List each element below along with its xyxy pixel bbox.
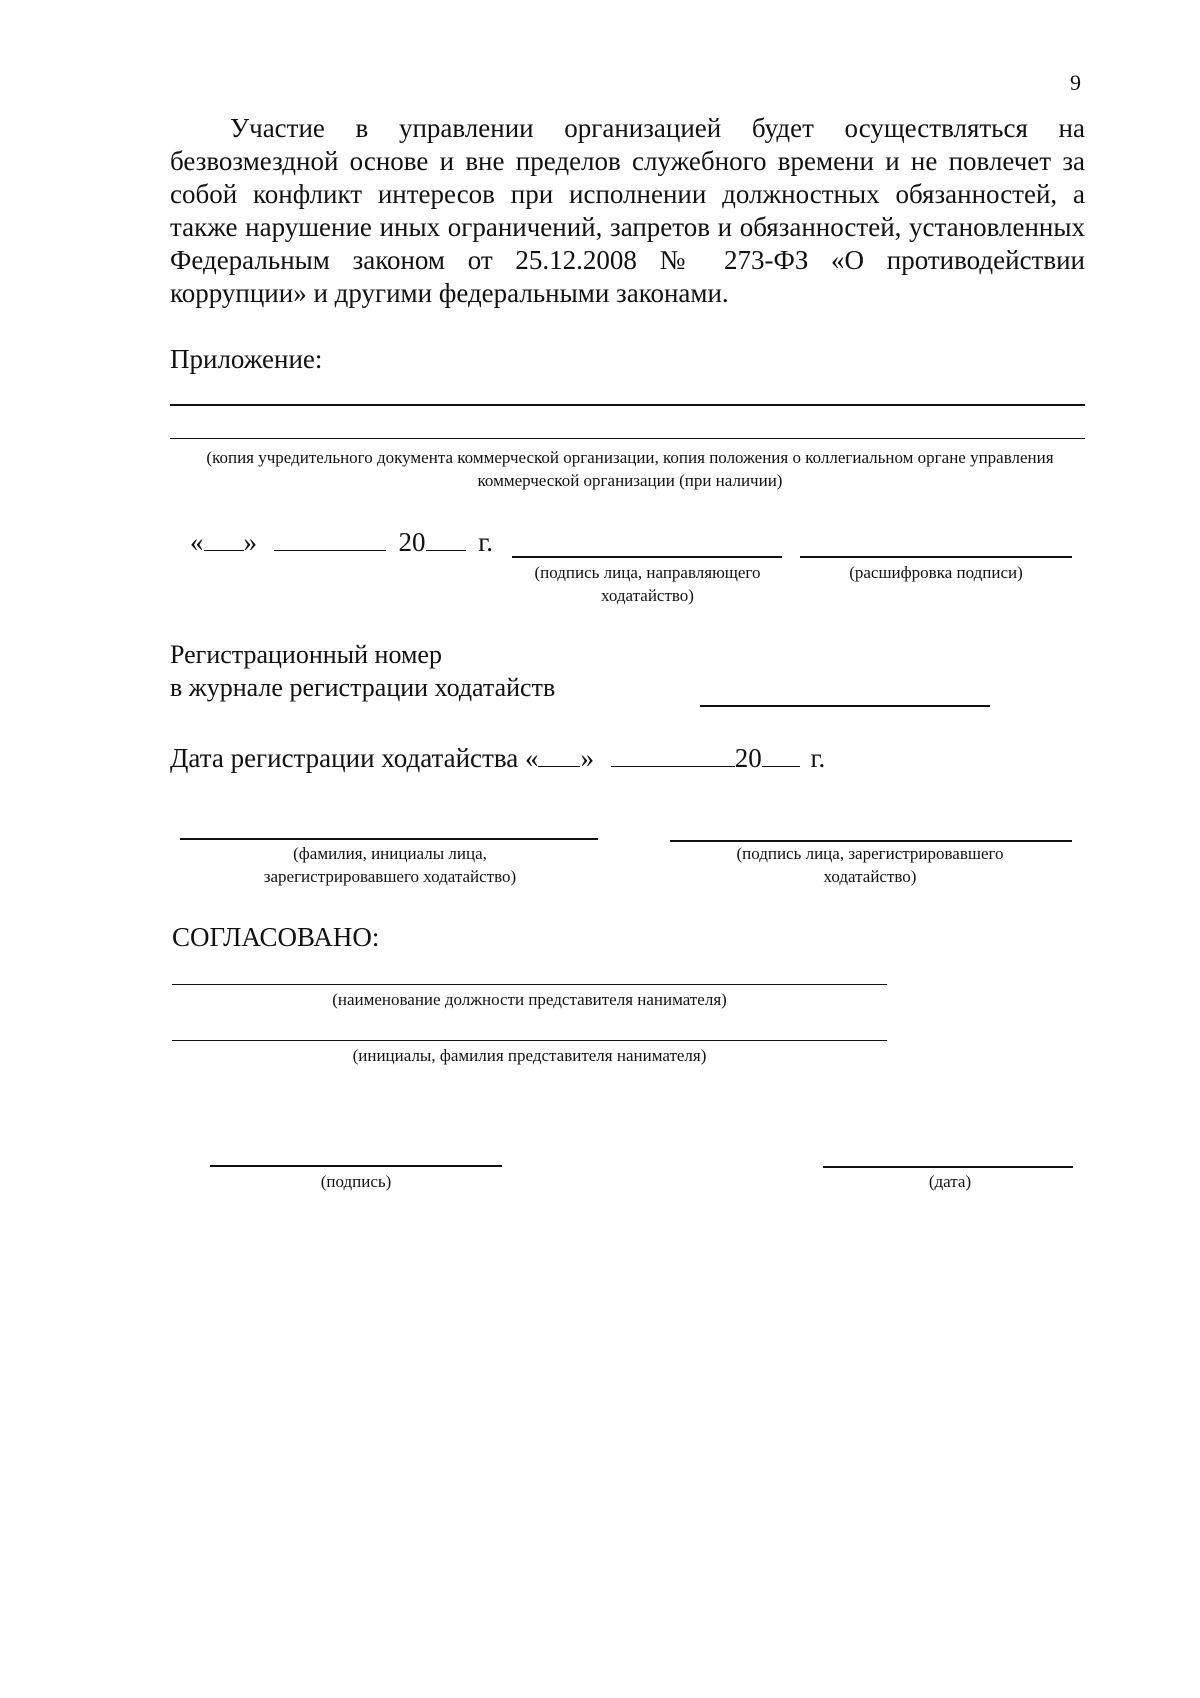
registration-year-suffix: г. [810, 743, 826, 773]
registration-close-quote: » [580, 743, 594, 773]
registration-year-prefix: 20 [734, 743, 762, 773]
agreed-heading: СОГЛАСОВАНО: [172, 922, 380, 952]
position-line[interactable] [172, 984, 887, 985]
registration-month-field[interactable] [611, 740, 735, 767]
registrar-name-caption: (фамилия, инициалы лица, зарегистрировавшего ходатайство) [263, 844, 517, 886]
appendix-caption: (копия учредительного документа коммерческой организации, копия положения о коллегиальном органе управления коммерческой организации (при наличии) [206, 448, 1054, 490]
signature-caption: (подпись лица, направляющего ходатайство) [534, 563, 761, 605]
date-month-field[interactable] [274, 524, 386, 551]
appendix-line-2[interactable] [170, 438, 1085, 439]
final-signature-line[interactable] [210, 1165, 502, 1167]
page-number: 9 [1070, 70, 1081, 95]
registrar-name-line[interactable] [180, 838, 598, 840]
final-signature-caption: (подпись) [320, 1172, 392, 1191]
representative-name-line[interactable] [172, 1040, 887, 1041]
registrar-signature-caption: (подпись лица, зарегистрировавшего ходатайство) [736, 844, 1004, 886]
decoding-line[interactable] [800, 556, 1072, 558]
date-close-quote: » [243, 527, 257, 557]
registration-date-label: Дата регистрации ходатайства « [170, 743, 539, 773]
registration-year-field[interactable] [762, 740, 800, 767]
representative-name-caption: (инициалы, фамилия представителя нанимателя) [352, 1046, 707, 1065]
declaration-paragraph: Участие в управлении организацией будет осуществляться на безвозмездной основе и вне пределов служебного времени и не повлечет за собой конфликт интересов при исполнении должностных обязанностей, а также нарушение иных ограничений, запретов и обязанностей, установленных Федеральным законом от 25.12.2008 № 273-ФЗ «О противодействии коррупции» и другими федеральными законами. [170, 113, 1085, 308]
final-date-caption: (дата) [928, 1172, 972, 1191]
registration-number-line[interactable] [700, 705, 990, 707]
registration-date-line [170, 740, 825, 774]
date-year-suffix: г. [478, 527, 494, 557]
appendix-label: Приложение: [170, 344, 323, 374]
final-date-line[interactable] [823, 1166, 1073, 1168]
date-year-field[interactable] [426, 524, 466, 551]
registration-day-field[interactable] [538, 740, 580, 767]
signature-line[interactable] [512, 556, 782, 558]
date-day-field[interactable] [204, 524, 244, 551]
date-open-quote: « [190, 527, 204, 557]
date-year-prefix: 20 [398, 527, 426, 557]
decoding-caption: (расшифровка подписи) [849, 563, 1023, 582]
registration-number-label-2: в журнале регистрации ходатайств [170, 673, 556, 702]
position-caption: (наименование должности представителя нанимателя) [332, 990, 727, 1009]
registration-number-label-1: Регистрационный номер [170, 640, 442, 669]
appendix-line-1[interactable] [170, 404, 1085, 406]
date-line [190, 524, 493, 558]
